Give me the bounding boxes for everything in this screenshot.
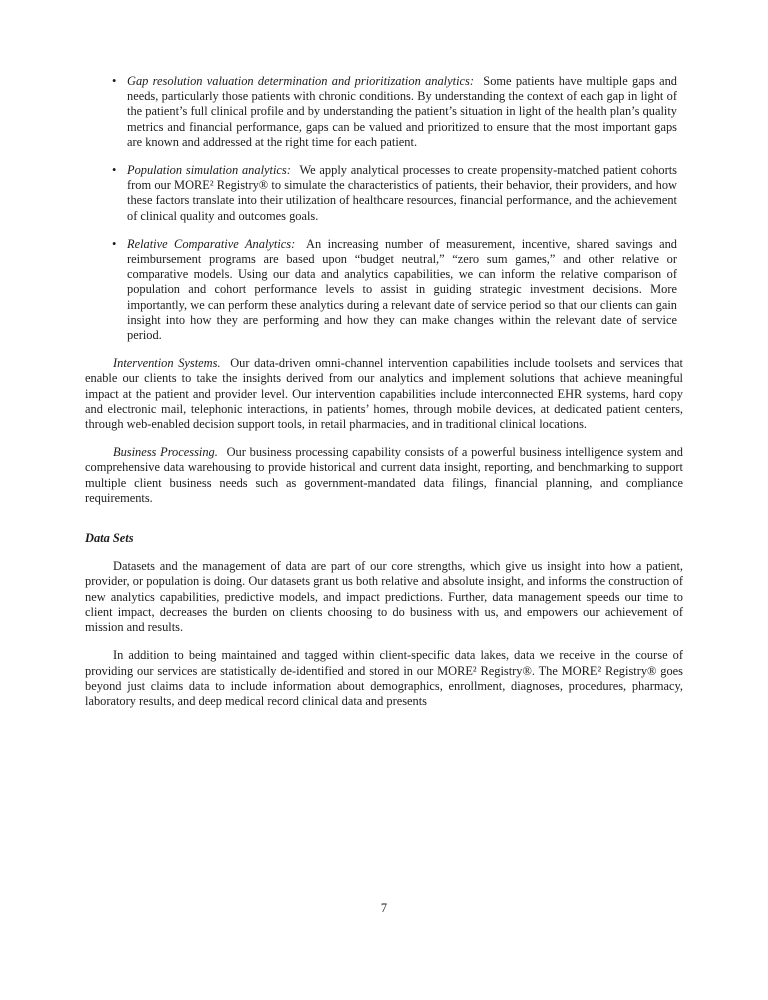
paragraph-datasets-1: Datasets and the management of data are part of our core strengths, which give us insight into how a patient, provider, or population is doing. Our datasets grant us both relative and absolute insight, and informs the construction of new analytics capabilities, predictive models, and impact predictions. Further, data management speeds our time to client impact, decreases the burden on clients choosing to do business with us, and empowers our achievement of mission and results. <box>85 559 683 635</box>
bullet-text: An increasing number of measurement, incentive, shared savings and reimbursement programs are based upon “budget neutral,” “zero sum games,” and other relative or comparative models. Using our data and analytics capabilities, we can inform the relative comparison of population and cohort performance levels to assist in guiding strategic investment decisions. More importantly, we can perform these analytics during a relevant date of service period so that our clients can gain insight into how they are performing and how they can make changes within the relevant date of service period. <box>127 236 678 343</box>
page-number: 7 <box>380 901 388 915</box>
bullet-lead: Gap resolution valuation determination and prioritization analytics: <box>127 74 474 88</box>
paragraph-lead: Business Processing. <box>113 445 218 460</box>
paragraph-text: Our data-driven omni-channel intervention capabilities include toolsets and services that enable our clients to take the insights derived from our analytics and implement solutions that achieve meaningful impact at the patient and provider level. Our intervention capabilities include interconnected EHR systems, hard copy and electronic mail, telephonic interactions, in patients’ homes, through mobile devices, at dedicated patient centers, through web-enabled decision support tools, in retail pharmacies, and in traditional clinical locations. <box>85 356 683 432</box>
paragraph-business-processing <box>85 445 683 506</box>
bullet-lead: Relative Comparative Analytics: <box>127 236 296 251</box>
bullet-list <box>85 74 683 343</box>
bullet-lead: Population simulation analytics: <box>127 163 291 178</box>
paragraph-text: Our business processing capability consists of a powerful business intelligence system and comprehensive data warehousing to provide historical and current data insight, reporting, and benchmarking to support multiple client business needs such as government-mandated data filings, financial planning, and compliance requirements. <box>85 445 683 505</box>
list-item <box>85 74 683 150</box>
page-content <box>85 74 683 709</box>
paragraph-intervention-systems <box>85 356 683 432</box>
bullet-icon: • <box>112 236 117 251</box>
list-item <box>85 163 683 224</box>
list-item <box>85 237 683 343</box>
bullet-text: We apply analytical processes to create propensity-matched patient cohorts from our MORE² Registry® to simulate the characteristics of patients, their behavior, their providers, and how these factors translate into their utilization of healthcare resources, financial performance, and the achievement of clinical quality and outcomes goals. <box>127 163 677 223</box>
section-heading-data-sets: Data Sets <box>85 531 134 546</box>
bullet-text: Some patients have multiple gaps and needs, particularly those patients with chronic conditions. By understanding the context of each gap in light of the patient’s full clinical profile and by understanding the patient’s situation in light of the health plan’s quality metrics and financial performance, gaps can be valued and prioritized to ensure that the most important gaps are known and addressed at the right time for each patient. <box>127 74 677 149</box>
bullet-icon: • <box>112 163 117 178</box>
bullet-icon: • <box>112 74 117 88</box>
paragraph-lead: Intervention Systems. <box>113 356 221 371</box>
paragraph-datasets-2: In addition to being maintained and tagged within client-specific data lakes, data we receive in the course of providing our services are statistically de-identified and stored in our MORE² Registry®. The MORE² Registry® goes beyond just claims data to include information about demographics, enrollment, diagnoses, procedures, pharmacy, laboratory results, and deep medical record clinical data and presents <box>85 648 683 708</box>
